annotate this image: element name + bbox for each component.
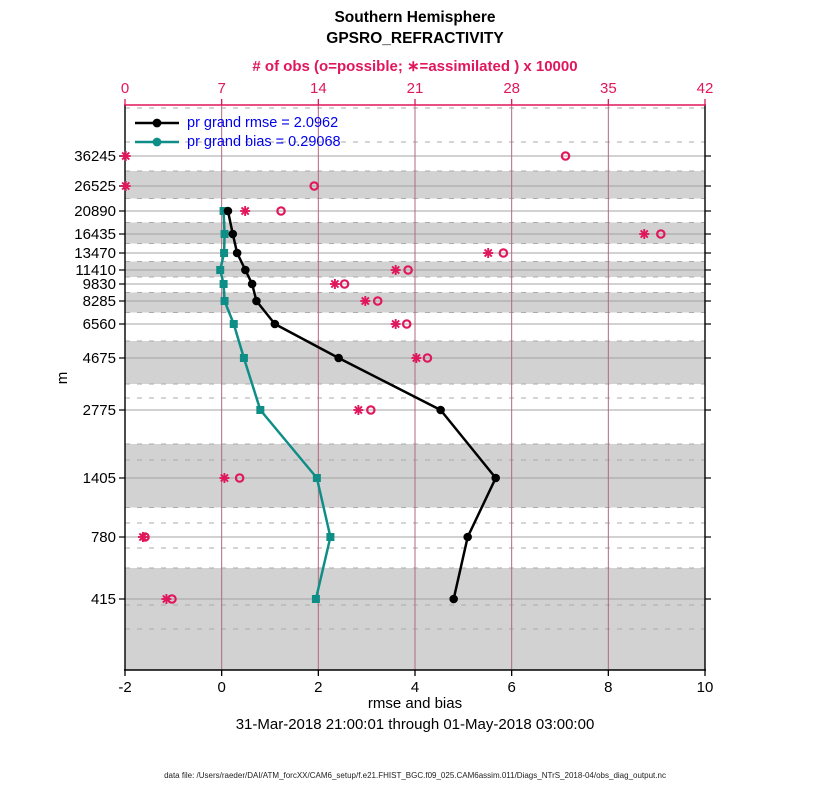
level-tick-label: 780 [90, 529, 116, 546]
bottom-tick-label: -2 [118, 679, 132, 696]
level-tick-label: 4675 [82, 350, 116, 367]
data-point [463, 533, 472, 542]
legend [134, 113, 341, 151]
legend-label-bias: pr grand bias = 0.29068 [187, 133, 341, 150]
data-point [220, 249, 228, 257]
data-point [230, 320, 238, 328]
chart-subtitle: GPSRO_REFRACTIVITY [326, 30, 504, 47]
level-tick-label: 36245 [74, 148, 116, 165]
chart-title: Southern Hemisphere [334, 9, 496, 26]
level-tick-label: 16435 [74, 226, 116, 243]
data-point [252, 297, 261, 306]
data-point [241, 266, 250, 275]
level-tick-label: 415 [90, 591, 116, 608]
top-tick-label: 14 [309, 80, 327, 97]
data-point [312, 595, 320, 603]
data-point [256, 406, 264, 414]
bias-swatch-icon [134, 136, 180, 148]
date-range-label: 31-Mar-2018 21:00:01 through 01-May-2018 03:00:00 [235, 716, 595, 733]
level-tick-label: 26525 [74, 178, 116, 195]
top-tick-label: 28 [503, 80, 521, 97]
level-tick-label: 20890 [74, 203, 116, 220]
level-tick-label: 13470 [74, 245, 116, 262]
rmse-swatch-icon [134, 117, 180, 129]
level-tick-label: 8285 [82, 293, 116, 310]
data-point [233, 249, 242, 258]
data-point [313, 474, 321, 482]
legend-label-rmse: pr grand rmse = 2.0962 [187, 114, 339, 131]
top-tick-label: 7 [217, 80, 226, 97]
data-point [221, 297, 229, 305]
data-point [220, 280, 228, 288]
level-tick-label: 9830 [82, 276, 116, 293]
data-point [271, 320, 280, 329]
data-point [221, 230, 229, 238]
legend-item-rmse [134, 113, 341, 132]
bottom-axis-ticks [118, 670, 713, 696]
bottom-axis-label: rmse and bias [367, 695, 463, 712]
level-tick-label: 6560 [82, 316, 116, 333]
top-tick-label: 35 [599, 80, 617, 97]
bottom-tick-label: 4 [410, 679, 420, 696]
data-point [240, 354, 248, 362]
bottom-tick-label: 0 [217, 679, 226, 696]
data-point [248, 280, 257, 289]
bottom-tick-label: 10 [696, 679, 714, 696]
data-point [449, 595, 458, 604]
top-tick-label: 0 [120, 80, 130, 97]
data-point [334, 354, 343, 363]
level-tick-label: 11410 [75, 262, 116, 279]
bottom-tick-label: 2 [314, 679, 323, 696]
bottom-tick-label: 8 [604, 679, 613, 696]
top-tick-label: 21 [406, 80, 424, 97]
level-tick-label: 1405 [82, 470, 116, 487]
top-axis-ticks [121, 80, 714, 105]
top-axis-label: # of obs (o=possible; ∗=assimilated ) x 10000 [252, 58, 578, 75]
top-tick-label: 42 [696, 80, 714, 97]
data-point [224, 207, 233, 216]
data-point [216, 266, 224, 274]
left-axis-label: m [54, 371, 71, 385]
bottom-tick-label: 6 [507, 679, 516, 696]
data-point [436, 406, 445, 415]
data-point [326, 533, 334, 541]
data-point [491, 474, 500, 483]
data-point [228, 230, 237, 239]
data-file-path: data file: /Users/raeder/DAI/ATM_forcXX/CAM6_setup/f.e21.FHIST_BGC.f09_025.CAM6assim.011/Diags_NTrS_2018-04/obs_diag_output.nc [164, 771, 666, 780]
level-tick-label: 2775 [82, 402, 116, 419]
legend-item-bias [134, 132, 341, 151]
